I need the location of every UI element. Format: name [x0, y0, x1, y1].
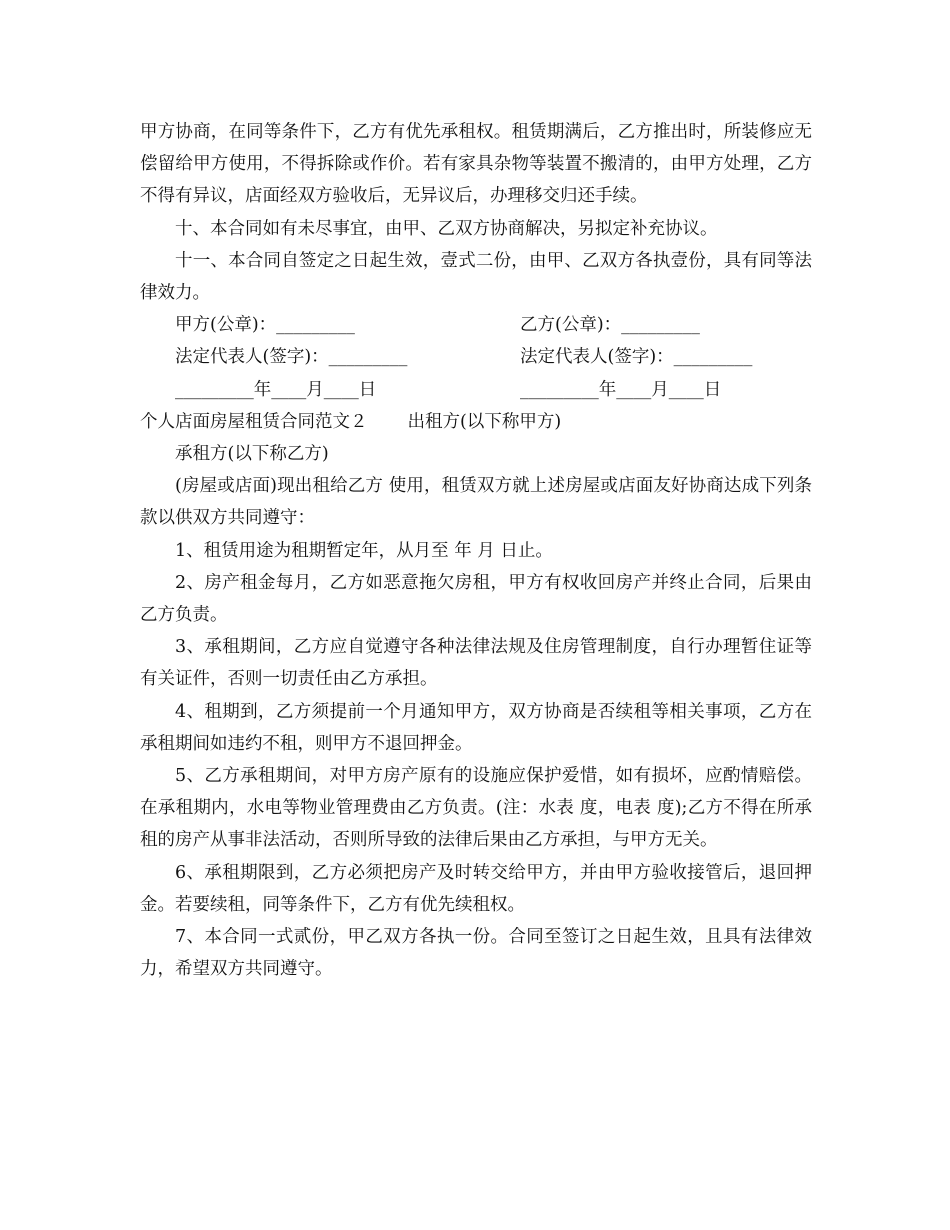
- section-2-heading: [140, 406, 812, 438]
- party-a-seal: 甲方(公章)：_________: [175, 315, 355, 336]
- section-2-lessee: 承租方(以下称乙方): [175, 443, 329, 464]
- section-2-lessor: 出租方(以下称甲方): [407, 411, 562, 432]
- paragraph-continuation: 甲方协商，在同等条件下，乙方有优先承租权。租赁期满后，乙方推出时，所装修应无偿留给甲方使用，不得拆除或作价。若有家具杂物等装置不搬清的，由甲方处理，乙方不得有异议，店面经双方验收后，无异议后，办理移交归还手续。: [140, 122, 812, 207]
- section-2-intro: (房屋或店面)现出租给乙方 使用，租赁双方就上述房屋或店面友好协商达成下列条款以供双方共同遵守：: [140, 476, 812, 529]
- section-2-clause-6: 6、承租期限到，乙方必须把房产及时转交给甲方，并由甲方验收接管后，退回押金。若要续租，同等条件下，乙方有优先续租权。: [140, 862, 812, 915]
- section-2-clause-2: 2、房产租金每月，乙方如恶意拖欠房租，甲方有权收回房产并终止合同，后果由乙方负责。: [140, 572, 812, 625]
- signature-rep-row: [140, 341, 812, 373]
- party-a-date: _________年____月____日: [175, 379, 377, 400]
- section-2-clause-5: 5、乙方承租期间，对甲方房产原有的设施应保护爱惜，如有损坏，应酌情赔偿。在承租期内，水电等物业管理费由乙方负责。(注：水表 度，电表 度);乙方不得在所承租的房产从事非法活动，否则所导致的法律后果由乙方承担，与甲方无关。: [140, 766, 812, 851]
- section-2-title: 个人店面房屋租赁合同范文２: [140, 411, 368, 432]
- document-body: [140, 116, 812, 985]
- section-2-clause-3: 3、承租期间，乙方应自觉遵守各种法律法规及住房管理制度，自行办理暂住证等有关证件，否则一切责任由乙方承担。: [140, 637, 812, 690]
- section-2-clause-4: 4、租期到，乙方须提前一个月通知甲方，双方协商是否续租等相关事项，乙方在承租期间如违约不租，则甲方不退回押金。: [140, 701, 812, 754]
- clause-11: 十一、本合同自签定之日起生效，壹式二份，由甲、乙双方各执壹份，具有同等法律效力。: [140, 250, 812, 304]
- party-b-seal: 乙方(公章)：_________: [520, 315, 700, 336]
- section-2-clause-1: 1、租赁用途为租期暂定年，从月至 年 月 日止。: [175, 540, 553, 561]
- party-a-representative: 法定代表人(签字)：_________: [175, 347, 408, 368]
- party-b-representative: 法定代表人(签字)：_________: [520, 347, 753, 368]
- party-b-date: _________年____月____日: [520, 379, 722, 400]
- clause-10: 十、本合同如有未尽事宜，由甲、乙双方协商解决，另拟定补充协议。: [175, 218, 718, 239]
- signature-date-row: [140, 374, 812, 406]
- section-2-clause-7: 7、本合同一式贰份，甲乙双方各执一份。合同至签订之日起生效，且具有法律效力，希望双方共同遵守。: [140, 927, 812, 980]
- signature-seal-row: [140, 309, 812, 341]
